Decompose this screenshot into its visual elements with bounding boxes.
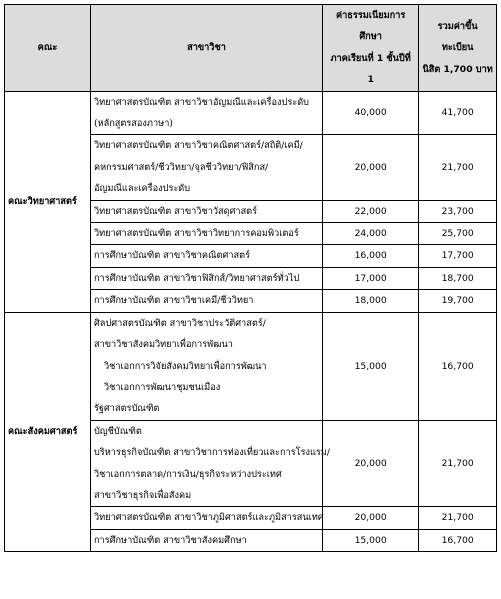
fee-cell: 22,000 — [322, 200, 418, 222]
header-program: สาขาวิชา — [90, 5, 322, 92]
tuition-fee-table — [4, 4, 497, 552]
fee-cell: 15,000 — [322, 312, 418, 420]
table-row — [5, 312, 497, 420]
program-line: วิทยาศาสตรบัณฑิต สาขาวิชาวัสดุศาสตร์ — [93, 205, 258, 217]
header-total — [419, 5, 497, 92]
program-cell — [90, 507, 322, 529]
fee-cell: 20,000 — [322, 507, 418, 529]
program-line: วิชาเอกการพัฒนาชุมชนเมือง — [103, 381, 221, 393]
program-cell — [90, 200, 322, 222]
total-cell: 21,700 — [419, 135, 497, 200]
fee-cell: 18,000 — [322, 290, 418, 312]
total-cell: 19,700 — [419, 290, 497, 312]
header-fee — [322, 5, 418, 92]
faculty-cell: คณะวิทยาศาสตร์ — [5, 91, 91, 312]
program-cell — [90, 91, 322, 135]
table-row — [5, 91, 497, 135]
table-body — [5, 91, 497, 552]
program-cell — [90, 312, 322, 420]
total-cell: 18,700 — [419, 267, 497, 289]
program-cell — [90, 245, 322, 267]
total-cell: 41,700 — [419, 91, 497, 135]
header-faculty: คณะ — [5, 5, 91, 92]
fee-cell: 17,000 — [322, 267, 418, 289]
total-cell: 16,700 — [419, 312, 497, 420]
total-cell: 21,700 — [419, 420, 497, 507]
program-line: ศิลปศาสตรบัณฑิต สาขาวิชาประวัติศาสตร์/ — [93, 317, 266, 329]
program-cell — [90, 135, 322, 200]
program-line: (หลักสูตรสองภาษา) — [93, 118, 173, 130]
program-line: รัฐศาสตรบัณฑิต — [93, 403, 160, 415]
total-cell: 21,700 — [419, 507, 497, 529]
program-line: วิทยาศาสตรบัณฑิต สาขาวิชาคณิตศาสตร์/สถิติ/เคมี/ — [93, 140, 303, 152]
header-fee-line2: ภาคเรียนที่ 1 ชั้นปีที่ 1 — [330, 52, 411, 86]
program-cell — [90, 420, 330, 507]
program-line: วิทยาศาสตรบัณฑิต สาขาวิชาวิทยาการคอมพิวเตอร์ — [93, 228, 299, 240]
program-cell — [90, 267, 322, 289]
fee-cell: 15,000 — [322, 529, 418, 551]
program-line: บัญชีบัณฑิต — [93, 425, 142, 437]
program-line: การศึกษาบัณฑิต สาขาวิชาเคมี/ชีววิทยา — [93, 295, 254, 307]
program-line: อัญมณีและเครื่องประดับ — [93, 183, 191, 195]
program-line: วิชาเอกการวิจัยสังคมวิทยาเพื่อการพัฒนา — [103, 360, 267, 372]
program-line: สาขาวิชาสังคมวิทยาเพื่อการพัฒนา — [93, 339, 233, 351]
header-total-line1: รวมค่าขึ้นทะเบียน — [437, 20, 478, 54]
program-line: การศึกษาบัณฑิต สาขาวิชาฟิสิกส์/วิทยาศาสตร์ทั่วไป — [93, 272, 300, 284]
program-line: การศึกษาบัณฑิต สาขาวิชาคณิตศาสตร์ — [93, 250, 250, 262]
fee-cell: 20,000 — [322, 420, 418, 507]
program-cell — [90, 529, 322, 551]
program-cell — [90, 290, 322, 312]
program-cell — [90, 223, 322, 245]
total-cell: 25,700 — [419, 223, 497, 245]
header-total-line2: นิสิต 1,700 บาท — [422, 63, 493, 75]
fee-cell: 20,000 — [322, 135, 418, 200]
program-line: การศึกษาบัณฑิต สาขาวิชาสังคมศึกษา — [93, 534, 247, 546]
header-row — [5, 5, 497, 92]
fee-cell: 24,000 — [322, 223, 418, 245]
program-line: บริหารธุรกิจบัณฑิต สาขาวิชาการท่องเที่ยวและการโรงแรม/ — [93, 447, 330, 459]
fee-cell: 40,000 — [322, 91, 418, 135]
program-line: วิชาเอกการตลาด/การเงิน/ธุรกิจระหว่างประเทศ — [93, 468, 282, 480]
total-cell: 16,700 — [419, 529, 497, 551]
total-cell: 17,700 — [419, 245, 497, 267]
program-line: วิทยาศาสตรบัณฑิต สาขาวิชาภูมิศาสตร์และภูมิสารสนเทศ — [93, 512, 324, 524]
fee-cell: 16,000 — [322, 245, 418, 267]
program-line: สาขาวิชาธุรกิจเพื่อสังคม — [93, 489, 192, 501]
total-cell: 23,700 — [419, 200, 497, 222]
faculty-cell: คณะสังคมศาสตร์ — [5, 312, 91, 551]
header-fee-line1: ค่าธรรมเนียมการศึกษา — [335, 10, 406, 43]
program-line: วิทยาศาสตรบัณฑิต สาขาวิชาอัญมณีและเครื่องประดับ — [93, 96, 309, 108]
program-line: คหกรรมศาสตร์/ชีววิทยา/จุลชีววิทยา/ฟิสิกส/ — [93, 161, 269, 173]
